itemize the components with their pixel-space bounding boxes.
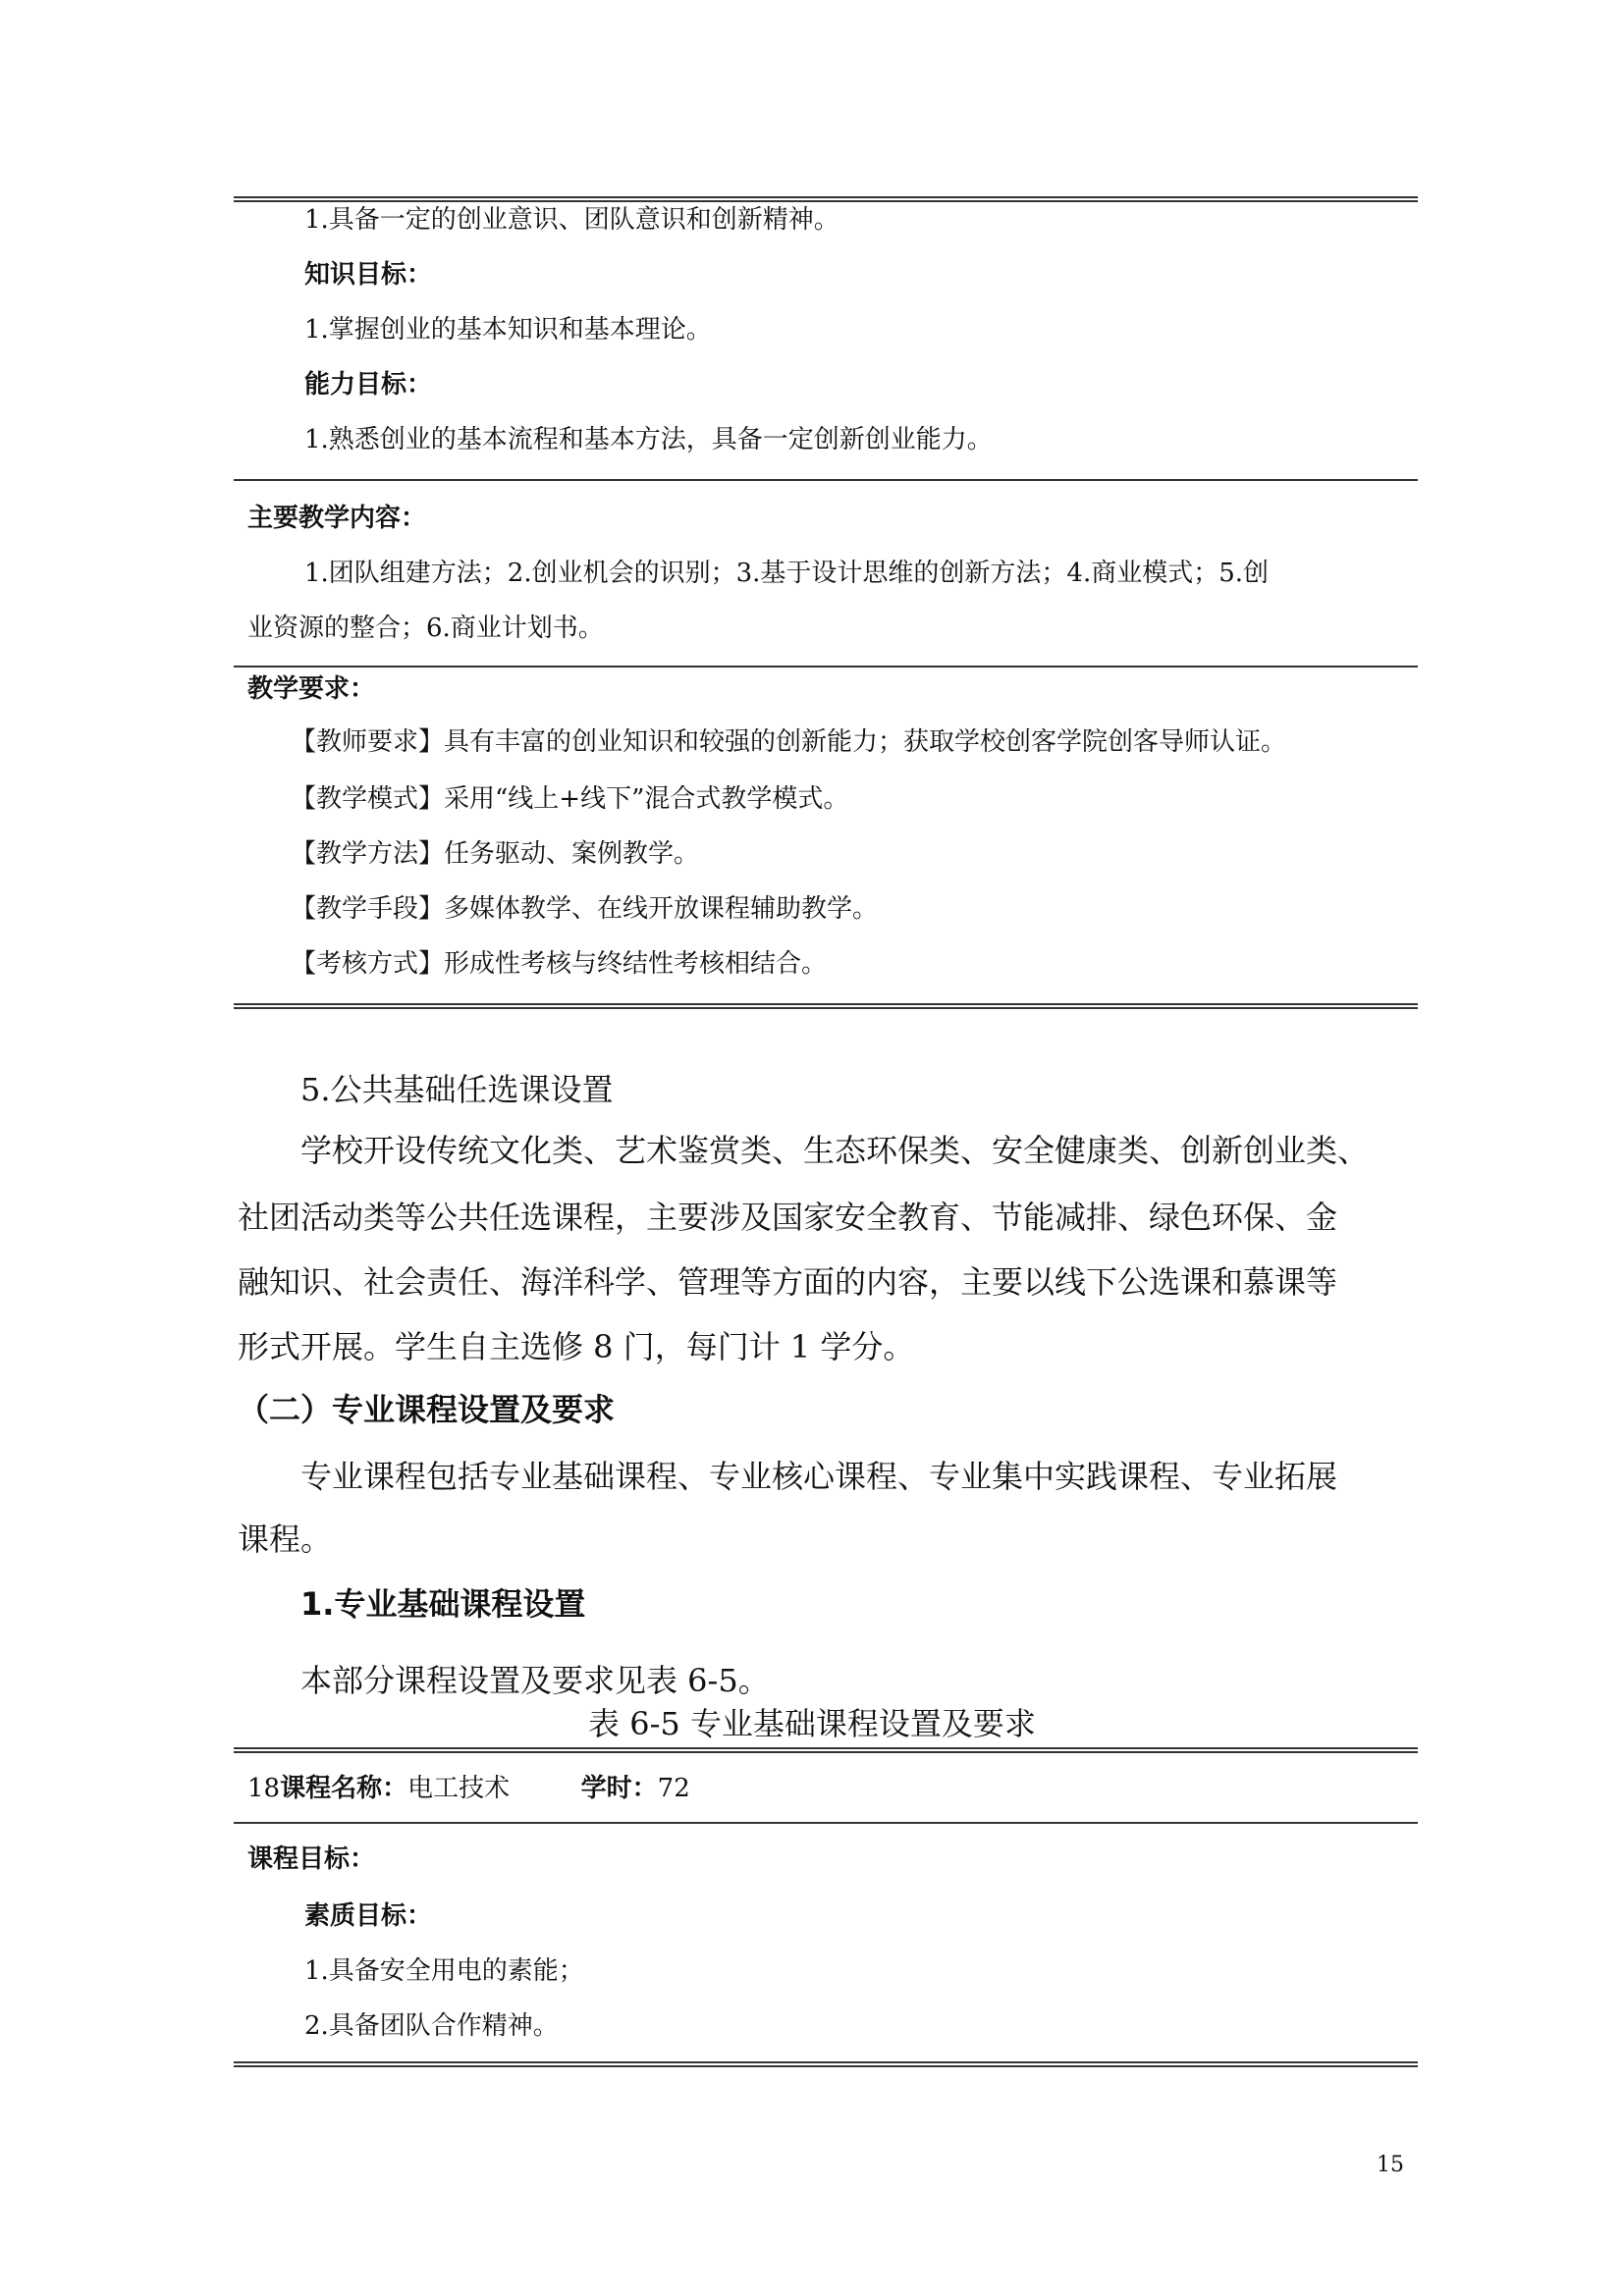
course-name-label: 课程名称： — [280, 1774, 408, 1803]
paragraph-line: 专业课程包括专业基础课程、专业核心课程、专业集中实践课程、专业拓展 — [300, 1458, 1338, 1495]
course-header-row — [247, 1771, 690, 1806]
table-row-divider — [234, 1822, 1418, 1824]
requirements-heading: 教学要求： — [247, 674, 376, 704]
section-5-heading: 5.公共基础任选课设置 — [300, 1071, 614, 1108]
knowledge-heading: 知识目标： — [304, 260, 433, 290]
hours-label: 学时： — [580, 1774, 658, 1803]
paragraph-line: 社团活动类等公共任选课程，主要涉及国家安全教育、节能减排、绿色环保、金 — [238, 1199, 1338, 1236]
course-goal-heading: 课程目标： — [247, 1844, 376, 1874]
quality-item-1: 1.具备安全用电的素能； — [304, 1956, 584, 1986]
table-caption: 表 6-5 专业基础课程设置及要求 — [588, 1705, 1036, 1742]
paragraph-line: 课程。 — [238, 1521, 333, 1558]
req-teacher: 【教师要求】具有丰富的创业知识和较强的创新能力；获取学校创客学院创客导师认证。 — [291, 727, 1287, 757]
course-number: 18 — [247, 1774, 281, 1803]
hours-value: 72 — [657, 1774, 690, 1803]
course-name: 电工技术 — [407, 1774, 511, 1803]
page-number: 15 — [1377, 2153, 1404, 2177]
table-bottom-border — [234, 2061, 1418, 2067]
paragraph-line: 融知识、社会责任、海洋科学、管理等方面的内容，主要以线下公选课和慕课等 — [238, 1263, 1338, 1301]
quality-heading: 素质目标： — [304, 1901, 433, 1931]
paragraph-line: 形式开展。学生自主选修 8 门，每门计 1 学分。 — [238, 1328, 915, 1365]
quality-item-2: 2.具备团队合作精神。 — [304, 2011, 559, 2041]
section-2-heading: （二）专业课程设置及要求 — [238, 1391, 616, 1428]
table-row-divider — [234, 479, 1418, 481]
ability-item-1: 1.熟悉创业的基本流程和基本方法，具备一定创新创业能力。 — [304, 425, 993, 454]
req-mode: 【教学模式】采用“线上+线下”混合式教学模式。 — [291, 784, 849, 814]
knowledge-item-1: 1.掌握创业的基本知识和基本理论。 — [304, 315, 712, 345]
table-row-divider — [234, 666, 1418, 667]
content-heading: 主要教学内容： — [247, 504, 427, 533]
content-line-1: 1.团队组建方法；2.创业机会的识别；3.基于设计思维的创新方法；4.商业模式；5.创 — [304, 559, 1270, 588]
quality-item-1: 1.具备一定的创业意识、团队意识和创新精神。 — [304, 205, 839, 235]
ability-heading: 能力目标： — [304, 370, 433, 400]
paragraph-line: 学校开设传统文化类、艺术鉴赏类、生态环保类、安全健康类、创新创业类、 — [300, 1132, 1370, 1169]
subsection-1-heading: 1.专业基础课程设置 — [300, 1585, 586, 1623]
req-means: 【教学手段】多媒体教学、在线开放课程辅助教学。 — [291, 894, 879, 924]
content-line-2: 业资源的整合；6.商业计划书。 — [247, 614, 604, 643]
req-assess: 【考核方式】形成性考核与终结性考核相结合。 — [291, 949, 828, 979]
req-method: 【教学方法】任务驱动、案例教学。 — [291, 839, 700, 869]
table-bottom-border — [234, 1003, 1418, 1009]
paragraph-line: 本部分课程设置及要求见表 6-5。 — [300, 1662, 770, 1699]
table-top-border — [234, 1747, 1418, 1753]
